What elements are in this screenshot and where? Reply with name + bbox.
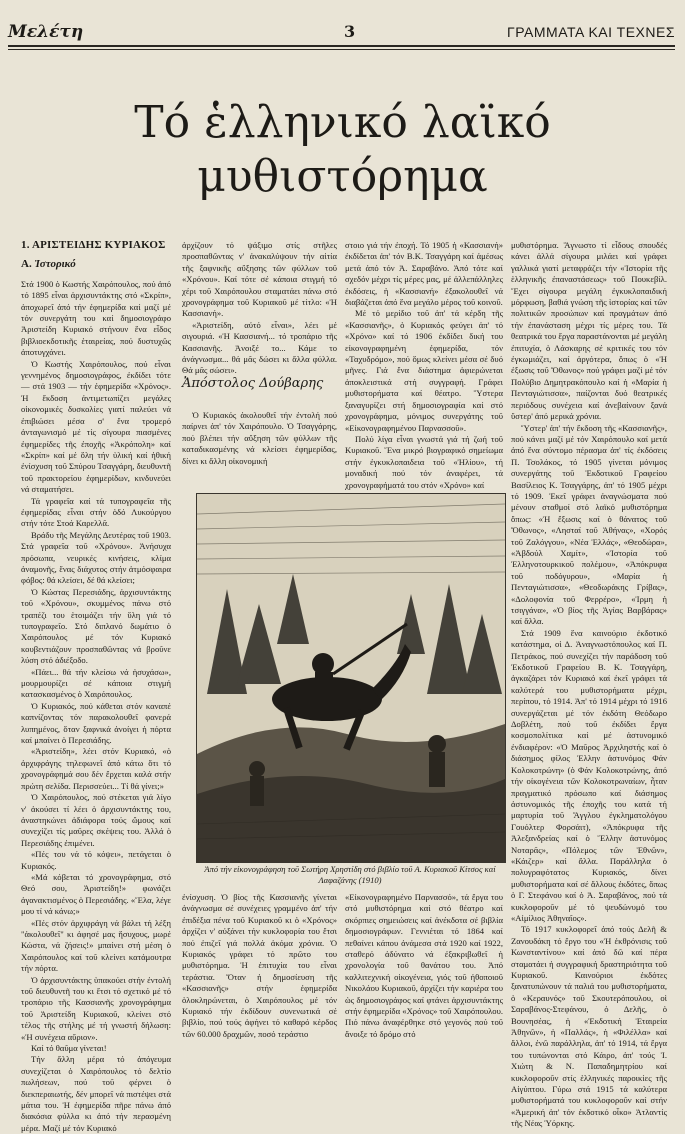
illustration-caption: Ἀπό τήν εἰκονογράφηση τοῦ Σωτήρη Χρηστίδη στό βιβλίο τοῦ Α. Κυριακοῦ Κίτσος καί Λαφαζάνης (1910) xyxy=(204,864,496,885)
section-label: Μελέτη xyxy=(8,22,84,42)
paragraph: Στά 1909 ἕνα καινούριο ἐκδοτικό κατάστημα, οἱ Δ. Ἀναγνωστόπουλος καί Π. Πετράκος, πού συνεχίζει τήν παράδοση τοῦ Ἐκδοτικοῦ Γραφείου Β. Κ. Τσαγγάρη, ἀγκαζάρει τόν Κυριακό καί ἐκεῖ γράφει τά καλύτερά του μυθιστορήματα μέχρι, περίπου, τό 1914. Ἀπ' τό 1914 μέχρι τό 1916 συνεργάζεται μέ τόν ἐκδότη Θεόδωρο Δοβλέτη, πού τοῦ ἐκδίδει ἔργα κοσμοπολίτικα καί μέ ἀστυνομικό ἐνδιαφέρον: «Ὁ Μαῦρος Ἀρχιληστής καί ὁ διάσημος φίλος Ἑλλην ἀστυνόμος Φάν Κολοκοτρώνη» (ὁ Φάν Κολοκοτρώνης, ἀπό τήν οἰκογένεια τῶν Κολοκοτρωναίων, ἦταν πραγματικό πρόσωπο καί διάσημος ἀστυνομικός τῆς ἐποχῆς του κατά τή μαρτυρία τοῦ Ἄγγλου ἐγκληματολόγου Γουόλτερ Φορσάιτ), «Ἀπόκρυφα τῆς Ἀλεξανδρείας καί ὁ Ἕλλην ἀστυνόμος Νοταρᾶς», «Πόλεμος τῶν Ἐθνῶν», «Κάιζερ» καί ἄλλα. Παράλληλα ὁ πολυγραφότατος Κυριακός, δίνει μυθιστορήματα καί σέ ἄλλους ἐκδότες, ὅπως ὁ Γ. Στεφάνου καί ὁ Ἀ. Σαραβάνος, πού τά κυκλοφοροῦν μέ τό ψευδώνυμό του «Αἰμίλιος Ἀθηναῖος». xyxy=(511,627,667,923)
paragraph: Μέ τό μερίδιο τοῦ ἀπ' τά κέρδη τῆς «Κασσιανῆς», ὁ Κυριακός φεύγει ἀπ' τό «Χρόνο» καί τό 1906 ἐκδίδει δική του εἰκονογραφημένη ἐφημερίδα, τόν «Ταχυδρόμο», πού ὅμως κλείνει μέσα σέ δυό μῆνες. Γιά ἕνα διάστημα ἀφιερώνεται ἀποκλειστικά στή συγγραφή. Γράφει μυθιστορήματα καί θέατρο. Ὕστερα ξαναγυρίζει στή δημοσιογραφία καί στό χρονογράφημα, μόνιμος συνεργάτης τοῦ «Εἰκονογραφημένου Παρνασσοῦ». xyxy=(345,308,503,433)
paragraph: «Πάει... θά τήν κλείσω νά ἡσυχάσω», μουρμουρίζει σέ κάποια στιγμή κατασκασμένος ὁ Χαιρόπουλος. xyxy=(21,666,171,700)
paragraph: Τά γραφεῖα καί τά τυπογραφεῖα τῆς ἐφημερίδας εἶναι στήν ὁδό Λυκούργου στήν τότε Στοά Καρελλᾶ. xyxy=(21,495,171,529)
column-3-bottom xyxy=(345,892,503,1092)
publication-name: ΓΡΑΜΜΑΤΑ ΚΑΙ ΤΕΧΝΕΣ xyxy=(507,24,675,40)
header-rule-thin xyxy=(8,49,675,50)
paragraph: «Ἀριστείδη», λέει στόν Κυριακό, «ὁ ἀρχιφράγης τηλεφωνεῖ ἀπό κάτω ὅτι τό χρονογράφημά σου δέν ἔρχεται καλά στήν πρώτη σελίδα. Περισσεύει... Τί θά γίνει;» xyxy=(21,746,171,791)
title-line-1: Τό ἑλληνικό λαϊκό xyxy=(134,97,551,148)
subsection-heading xyxy=(21,259,171,270)
paragraph: «Ἀριστείδη, αὐτό εἶναι», λέει μέ σιγουριά. «Ἡ Κασσιανή... τό τροπάριο τῆς Κασσιανῆς. Ἀνοιξέ το... Κάμε το ἀνάγνωσμα... θά μᾶς δώσει κι ἄλλα φύλλα. Θά μᾶς σώσει». xyxy=(182,319,337,376)
subsection-letter: Α. xyxy=(21,258,32,271)
column-1 xyxy=(21,239,171,1133)
paragraph: Ὁ Κωστής Χαιρόπουλος, πού εἶναι γεννημένος δημοσιογράφος, ἐκδίδει τότε — στά 1903 — τήν ἐφημερίδα «Χρόνος». Ἡ ἔκδοση ἀντιμετωπίζει μεγάλες οἰκονομικές δυσκολίες γιατί παλεύει νά ἐπιβιώσει μέσα σ' ἕνα τρομερό ἀνταγωνισμό μέ τίς σίγουρα πιασμένες ἐφημερίδες τῆς ἐποχῆς «Ἀκρόπολη» καί «Σκρίπ» καί μέ ὅλη τήν ὑλική καί ἠθική ἐνίσχυση τοῦ Σπύρου Τσαγγάρη, διευθυντῆ τοῦ πρακτορείου ἐφημερίδων, κινδυνεύει νά σταματήσει. xyxy=(21,358,171,495)
page-header xyxy=(8,22,675,44)
paragraph: «Πές στόν ἀρχιφράγη νά βάλει τή λέξη "ἀκολουθεῖ" κι ἀφησέ μας ἥσυχους, μωρέ Κώστα, νά ζήσεις!» μπαίνει στή μέση ὁ Χαιρόπουλος καί τοῦ κλείνει κατάμουτρα τήν πόρτα. xyxy=(21,917,171,974)
page-number: 3 xyxy=(344,22,356,41)
paragraph: «Πές του νά τό κόψει», πετάγεται ὁ Κυριακός. xyxy=(21,849,171,871)
paragraph: στοιο γιά τήν ἐποχή. Τό 1905 ἡ «Κασσιανή» ἐκδίδεται ἀπ' τόν Β.Κ. Τσαγγάρη καί ἀμέσως μετά ἀπό τόν Ἀ. Σαραβάνο. Ἀπό τότε καί σχεδόν μέχρι τίς μέρες μας, μέ ἀλλεπάλληλες ἐκδόσεις, ἡ «Κασσιανή» ἐξακολουθεῖ νά διαβάζεται ἀπό ἕνα μεγάλο μέρος τοῦ κοινοῦ. xyxy=(345,240,503,308)
illustration xyxy=(196,493,506,863)
header-rule xyxy=(8,45,675,47)
paragraph: Ὁ Κυριακός ἀκολουθεῖ τήν ἐντολή πού παίρνει ἀπ' τόν Χαιρόπουλο. Ὁ Τσαγγάρης, πού βλέπει τήν αὔξηση τῶν φύλλων τῆς καταδικασμένης νά κλείσει ἐφημερίδας, δίνει κι ἄλλη οἰκονομική xyxy=(182,410,337,466)
column-3 xyxy=(345,240,503,498)
paragraph: «Μά κόβεται τό χρονογράφημα, στό Θεό σου, Ἀριστείδη!» φωνάζει ἀγανακτισμένος ὁ Περεσιάδης. «Ἔλα, λέγε μου τί νά κάνω;» xyxy=(21,871,171,917)
paragraph: Καί τό θαῦμα γίνεται! xyxy=(31,1043,107,1054)
paragraph: Ὕστερ' ἀπ' τήν ἔκδοση τῆς «Κασσιανῆς», πού κάνει μαζί μέ τόν Χαιρόπουλο καί μετά ἀπό ἕνα σύντομο πέρασμα ἀπ' τίς ἐκδόσεις Π. Τσολάκος, τό 1905 γίνεται μόνιμος συνεργάτης τοῦ Ἐκδοτικοῦ Γραφείου Βασίλειος Κ. Τσαγγάρης, ἀπ' τό 1905 μέχρι τό 1909. Ἐκεῖ γράφει ἀναγνώσματα πού μένουν σταθμοί στό λαϊκό μυθιστόρημα ὅπως: «Ἡ ἔξωσις καί ὁ θάνατος τοῦ Ὄθωνος», «Λησταί τοῦ Ἀθήνας», «Χορός τοῦ Ζαλόγγου», «Νέα Ἑλλάς», «Θεοδώρα», «Ἀβδούλ Χαμίτ», «Ἱστορία τοῦ Ἑλληνοτουρκικοῦ πολέμου», «Ἀπόκρυφα τοῦ ποδόγυρου», «Μαρία ἡ Πενταγιώτισσα», «Θεοδωράκης Γρίβας», «Δολοφονία τοῦ Φερρέρο», «Ἱρμη ἡ τσιγγάνα», «Ὁ βίος τῆς Ἁγίας Βαρβάρας» καί ἄλλα. xyxy=(511,422,667,627)
paragraph: Πολύ λίγα εἶναι γνωστά γιά τή ζωή τοῦ Κυριακοῦ. Ἕνα μικρό βιογραφικό σημείωμα στήν ἐγκυκλοπαιδεια τοῦ «Ἡλίου», τή μοναδική πού τόν ἀναφέρει, τά χρονογραφήματά του στόν «Χρόνο» καί xyxy=(345,433,503,490)
paragraph: Ὁ Κώστας Περεσιάδης, ἀρχισυντάκτης τοῦ «Χρόνου», σκυμμένος πάνω στό τραπέζι του ἑτοιμάζει τήν ὕλη γιά τό τυπογραφεῖο. Στό διπλανό δωμάτιο ὁ Χαιρόπουλος μέ τόν Κυριακό κουβεντιάζουν προσπαθῶντας νά βροῦνε λύση στό ἀδιέξοδο. xyxy=(21,586,171,666)
paragraph: Τήν ἄλλη μέρα τό ἀπόγευμα συνεχίζεται ὁ Χαιρόπουλος τό δελτίο πωλήσεων, πού τοῦ φέρνει ὁ διεκπεραιωτής, δέν μπορεῖ νά πιστέψει στά μάτια του. Ἡ ἐφημερίδα πῆρε πάνω ἀπό διακόσια φύλλα κι ἀπό τήν περασμένη μέρα. Μαζί μέ τόν Κυριακό xyxy=(21,1054,171,1133)
paragraph: ἀρχίζουν τό ψάξιμο στίς στῆλες προσπαθῶντας ν' ἀνακαλύψουν τήν αἰτία τῆς ξαφνικῆς αὔξησης τῶν φύλλων τοῦ «Χρόνου». Καί τότε σέ κάποια στιγμή τό χέρι τοῦ Χαιρόπουλου σταματάει πάνω στό χρονογράφημα τοῦ Κυριακοῦ μέ τίτλο: «Ἡ Κασσιανή». xyxy=(182,240,337,319)
paragraph: Ὁ ἀρχισυντάκτης ὑπακούει στήν ἐντολή τοῦ διευθυντῆ του κι ἔτσι τό σχετικό μέ τό τροπάριο τῆς Κασσιανῆς χρονογράφημα τοῦ Ἀριστείδη Κυριακοῦ, κλείνει στό τέλος τῆς στήλης μέ τή γνωστή δήλωση: «Ἡ συνέχεια αὔριον». xyxy=(21,974,171,1042)
paragraph: Ὁ Χαιρόπουλος, πού στέκεται γιά λίγο ν' ἀκούσει τί λέει ὁ ἀρχισυντάκτης του, ἀναστηκώνει ἀδιάφορα τούς ὤμους καί συνεχίζει τίς μαῦρες σκέψεις του. Ἀλλά ὁ Περεσιάδης ἐπιμένει. xyxy=(21,792,171,848)
section-heading: 1. ΑΡΙΣΤΕΙΔΗΣ ΚΥΡΙΑΚΟΣ xyxy=(21,239,166,251)
author-byline: Ἀπόστολος Δούβαρης xyxy=(182,376,324,391)
paragraph: «Εἰκονογραφημένο Παρνασσό», τά ἔργα του στό μυθιστόρημα καί στό θέατρο καί σκόρπιες σημειώσεις καί ἀνέκδοτα σέ βιβλία δημοσιογράφων. Γεννιέται τό 1864 καί πεθαίνει κάπου ἀνάμεσα στά 1920 καί 1922, σταθερό ἀδύνατο νά ἐξακριβωθεῖ ἡ χρονολογία τοῦ θανάτου του. Ἀπό καλλιτεχνική οἰκογένεια, γιός τοῦ ἠθοποιοῦ Νικολάου Κυριακοῦ, ἀρχίζει τήν καριέρα του ὡς δημοσιογράφος καί φτάνει ἀρχισυντάκτης στήν ἐφημερίδα «Χρόνος» τοῦ Χαιρόπουλου. Πιό πάνω ἀναφέρθηκε στό γεγονός πού τοῦ ἄνοιξε τό δρόμο στό xyxy=(345,892,503,1039)
column-4 xyxy=(511,240,667,1129)
title-line-2: μυθιστόρημα xyxy=(197,151,488,202)
paragraph: Ὁ Κυριακός, πού κάθεται στόν καναπέ καπνίζοντας τόν παρακολουθεῖ φανερά λυπημένος, ὅταν ξαφνικά ἀνοίγει ἡ πόρτα καί μπαίνει ὁ Περεσιάδης. xyxy=(21,700,171,746)
subsection-title: Ἱστορικό xyxy=(34,258,76,271)
paragraph: Στά 1900 ὁ Κωστής Χαιρόπουλος, πού ἀπό τό 1895 εἶναι ἀρχισυντάκτης στό «Σκρίπ», ἀποχωρεῖ ἀπό τήν ἐφημερίδα καί μαζί μέ τόν συνεργάτη του καί δημοσιογράφο Ἀριστείδη Κυριακό στήνουν ἕνα εἶδος βιβλιοεκδοτικῆς ἑταιρείας, πού δυστυχῶς ἀποτυγχάνει. xyxy=(21,278,171,358)
paragraph: Τό 1917 κυκλοφορεῖ ἀπό τούς Δελῆ & Ζανουδάκη τό ἔργο του «Ἡ ἐκθρόνισις τοῦ Κωνσταντίνου» καί ἀπό δῶ καί πέρα σταματάει ἡ συγγραφική δραστηριότητα τοῦ Κυριακοῦ. Καινούριοι ἐκδότες ξανατυπώνουν τά παλιά του μυθιστορήματα, ὁ «Κεραυνός» τοῦ Σκουτερόπουλου, οἱ Σαραβάνος-Στεφάνου, ὁ Δελῆς, ὁ Βουνησέας, ἡ «Ἐκδοτική Ἑταιρεία Ἀθηνῶν», ἡ «Παλλάς», ἡ «Φιλέλλα» καί ἄλλοι, ἐνῶ παράλληλα, ἀπ' τό 1914, τά ἔργα του τυπώνονται στό Κάιρο, ἀπ' τούς Ἰ. Χιώτη & Ν. Παπαδημητρίου καί κυκλοφοροῦν στίς ἑλληνικές παροικίες τῆς Αἰγύπτου. Γύρω στά 1915 τά καλύτερα μυθιστορήματά του κυκλοφοροῦν καί στήν «Ἀμερική ἀπ' τόν ἐκδοτικό οἶκο» Ἀτλαντίς τῆς Νέας Ὑόρκης. xyxy=(511,924,667,1129)
paragraph: μυθιστόρημα. Ἄγνωστο τί εἶδους σπουδές κάνει ἀλλά σίγουρα μιλάει καί γράφει γαλλικά γιατί μεταφράζει τήν «Ἱστορία τῆς ἑλληνικῆς ἐπαναστάσεως» τοῦ Πουκεβίλ. Ἔχει σίγουρα μεγάλη ἐγκυκλοπαιδική μόρφωση, βαθιά γνώση τῆς ἱστορίας καί τῶν πολιτικῶν προσώπων καί πραγμάτων ἀπό τήν ἐπανάσταση μέχρι τίς μέρες του. Τά θεατρικά του ἔργα παραστάνονται μέ μεγάλη ἐπιτυχία, ὁ Λάσκαρης σέ κριτικές του τόν ἐγκωμιάζει, καί ἀργότερα, ὅπως ὁ «Ἡ ἐξωσις τοῦ Ὄθωνος» πού γράφει μαζί μέ τόν Πολύβιο Δημητρακόπουλο καί ἡ «Μαρία ἡ Πενταγιώτισσα», παίζονται δυό θεατρικές περιόδους συνέχεια καί ἀνεβαίνουν ξανά ὕστερ' ἀπό μερικά χρόνια. xyxy=(511,240,667,422)
engraving-illustration xyxy=(197,494,505,862)
column-2-bottom xyxy=(182,892,337,1092)
paragraph: ἐνίσχυση. Ὁ βίος τῆς Κασσιανῆς γίνεται ἀνάγνωσμα σέ συνέχειες γραμμένο ἀπ' τήν ἐπιδέξια πένα τοῦ Κυριακοῦ κι ὁ «Χρόνος» ἀρχίζει ν' αὐξάνει τήν κυκλοφορία του ἔτσι πού ἐπιζεῖ γιά πολλά ἀκόμα χρόνια. Ὁ Κυριακός γράφει τό πρῶτο του μυθιστόρημα. Ἡ ἐπιτυχία του εἶναι τεράστια. Ὅταν ἡ δημοσίευση τῆς «Κασσιανῆς» στήν ἐφημερίδα ὁλοκληρώνεται, ὁ Χαιρόπουλος μέ τόν Κυριακό τήν ἐκδίδουν συνενωτικά σέ βιβλίο, πού τούς ἀφήνει τό καθαρό κέρδος τῶν 60.000 δραχμῶν, ποσό τεράστιο xyxy=(182,892,337,1039)
article-title xyxy=(0,96,685,204)
paragraph: Βράδυ τῆς Μεγάλης Δευτέρας τοῦ 1903. Στά γραφεῖα τοῦ «Χρόνου». Ἀνήσυχα πρόσωπα, νευρικές κινήσεις, κλίμα ἀναμονῆς, ἕνας διάχυτος στήν ἀτμόσφαιρα φόβος: θά κλείσει, δέ θά κλείσει; xyxy=(21,529,171,586)
column-2-mid xyxy=(182,410,337,490)
